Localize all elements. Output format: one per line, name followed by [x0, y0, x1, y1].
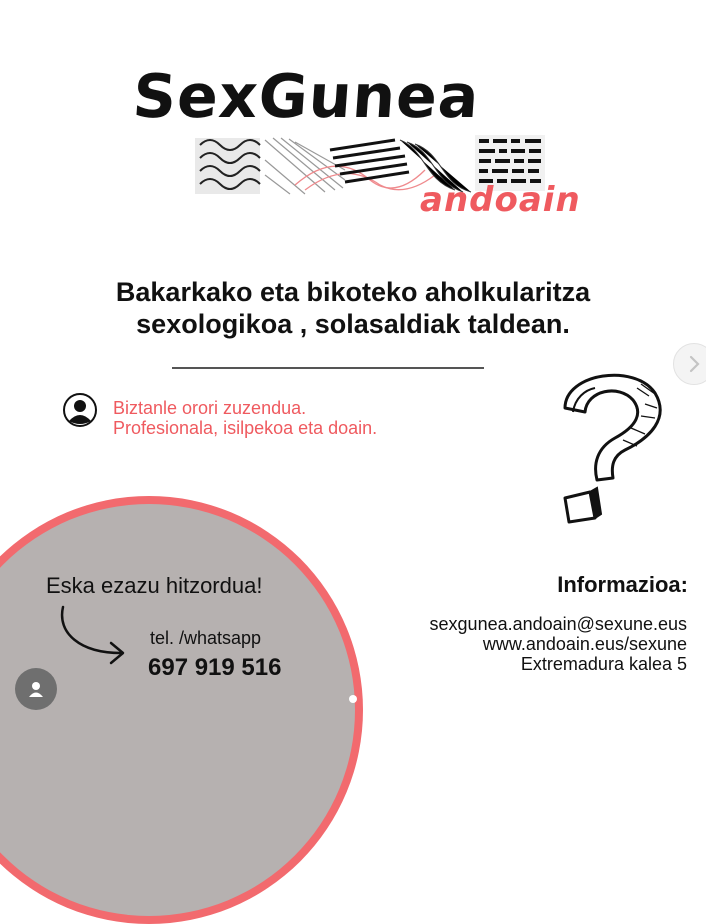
logo-subtitle: andoain [420, 180, 581, 220]
info-email[interactable]: sexgunea.andoain@sexune.eus [429, 614, 687, 634]
divider [172, 367, 484, 369]
info-details [430, 614, 687, 674]
appointment-cta: Eska ezazu hitzordua! [46, 573, 263, 598]
question-mark-icon [545, 368, 675, 528]
audience-text [113, 398, 377, 438]
chevron-right-icon [687, 355, 701, 373]
profile-button[interactable] [15, 668, 57, 710]
phone-number[interactable]: 697 919 516 [148, 654, 282, 681]
info-address: Extremadura kalea 5 [520, 654, 687, 674]
logo-title: SexGunea [130, 62, 482, 132]
audience-line-2: Profesionala, isilpekoa eta doain. [113, 418, 378, 438]
headline-line-2: sexologikoa , solasaldiak taldean. [136, 309, 570, 339]
curved-arrow-icon [55, 603, 130, 668]
carousel-next-button[interactable] [673, 343, 706, 385]
info-website[interactable]: www.andoain.eus/sexune [482, 634, 687, 654]
person-icon [62, 392, 98, 428]
carousel-dot [349, 695, 357, 703]
info-title: Informazioa: [557, 572, 688, 597]
headline-line-1: Bakarkako eta bikoteko aholkularitza [115, 277, 591, 307]
phone-label: tel. /whatsapp [150, 628, 262, 648]
headline [0, 276, 706, 340]
user-icon [26, 679, 46, 699]
audience-line-1: Biztanle orori zuzendua. [113, 398, 307, 418]
